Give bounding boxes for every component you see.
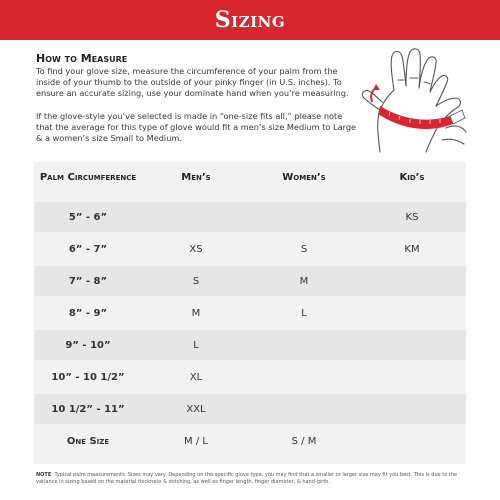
womens-cell: M [299,275,309,287]
table-row [34,394,466,424]
palm-cell: 8” - 9” [68,307,108,319]
mens-cell: XS [189,243,203,255]
table-row [34,266,466,296]
note-label: NOTE [36,472,52,478]
womens-cell: S / M [291,435,317,447]
one-size-note-text: If the glove-style you’ve selected is made in “one-size fits all,” please note that the average for this type of glove would fit a men’s size Medium to Large & a women’s size Small to Medium. [36,111,357,143]
mens-cell: L [193,339,199,351]
mens-cell: S [192,275,200,287]
page-title: Sizing [214,7,286,33]
table-row [34,330,466,360]
table-header-row [34,162,466,202]
mens-cell: M / L [184,435,208,447]
palm-cell: 7” - 8” [68,275,108,287]
how-to-measure-text: To find your glove size, measure the circumference of your palm from the inside of your thumb to the outside of your pinky finger (in U.S. inches). To ensure an accurate sizing, use your dominate hand when you’re measuring. [36,66,349,98]
table-row [34,298,466,328]
palm-cell: 6” - 7” [68,243,108,255]
palm-cell: 10” - 10 1/2” [51,371,125,383]
womens-cell: S [300,243,308,255]
header-womens: Women’s [282,172,326,183]
kids-cell: KS [405,211,419,223]
how-to-measure-title: How to Measure [36,52,128,65]
sizing-table [34,162,466,464]
palm-cell: 9” - 10” [65,339,111,351]
header-kids: Kid’s [399,172,425,183]
header-palm-circumference: Palm Circumference [39,172,137,183]
palm-cell: One Size [66,435,110,447]
palm-cell: 10 1/2” - 11” [51,403,125,415]
hand-measuring-tape-icon [350,44,470,156]
palm-cell: 5” - 6” [68,211,108,223]
womens-cell: L [301,307,307,319]
table-row [34,362,466,392]
header-mens: Men’s [181,172,211,183]
footnote [36,472,466,486]
kids-cell: KM [404,243,420,255]
mens-cell: XXL [186,403,206,415]
mens-cell: M [191,307,201,319]
mens-cell: XL [189,371,203,383]
table-row [34,234,466,264]
note-text: : Typical palm measurements. Sizes may vary. Depending on the specific glove type, you may find that a smaller or larger size may fit you best. This is due to the variance in sizing based on the material thickness & stitching, as well as finger length, finger diameter, & hand-girth. [36,472,458,485]
sizing-header [0,0,500,40]
table-row [34,202,466,232]
table-row [34,426,466,456]
